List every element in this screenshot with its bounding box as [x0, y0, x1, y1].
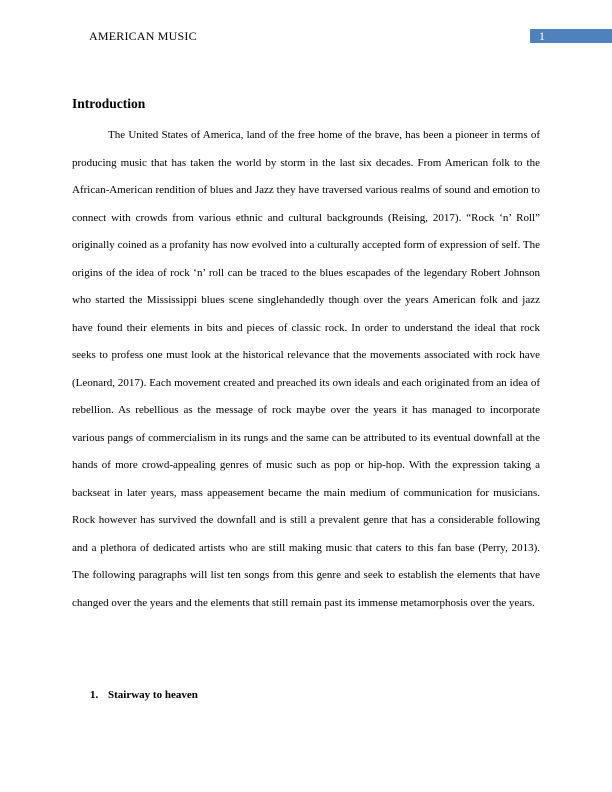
list-item	[90, 689, 198, 701]
running-head: AMERICAN MUSIC	[89, 29, 197, 43]
list-item-title: Stairway to heaven	[108, 689, 198, 701]
page-number: 1	[539, 29, 545, 43]
section-heading: Introduction	[72, 96, 146, 111]
intro-paragraph: The United States of America, land of the free home of the brave, has been a pioneer in terms of producing music that has taken the world by storm in the last six decades. From American folk to the African-American rendition of blues and Jazz they have traversed various realms of sound and emotion to connect with crowds from various ethnic and cultural backgrounds (Reising, 2017). “Rock ‘n’ Roll” originally coined as a profanity has now evolved into a culturally accepted form of expression of self. The origins of the idea of rock ‘n’ roll can be traced to the blues escapades of the legendary Robert Johnson who started the Mississippi blues scene singlehandedly though over the years American folk and jazz have found their elements in bits and pieces of classic rock. In order to understand the ideal that rock seeks to profess one must look at the historical relevance that the movements associated with rock have (Leonard, 2017). Each movement created and preached its own ideals and each originated from an idea of rebellion. As rebellious as the message of rock maybe over the years it has managed to incorporate various pangs of commercialism in its rungs and the same can be attributed to its eventual downfall at the hands of more crowd-appealing genres of music such as pop or hip-hop. With the expression taking a backseat in later years, mass appeasement became the main medium of communication for musicians. Rock however has survived the downfall and is still a prevalent genre that has a considerable following and a plethora of dedicated artists who are still making music that caters to this fan base (Perry, 2013). The following paragraphs will list ten songs from this genre and seek to establish the elements that have changed over the years and the elements that still remain past its immense metamorphosis over the years.	[72, 129, 540, 609]
list-item-number: 1.	[90, 689, 99, 701]
page-number-box	[530, 29, 612, 43]
